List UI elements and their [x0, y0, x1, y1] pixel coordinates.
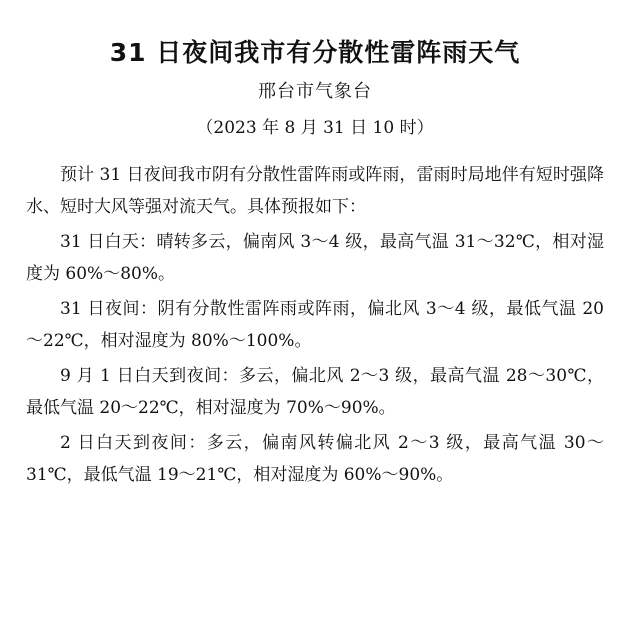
forecast-body [26, 159, 604, 494]
forecast-intro-paragraph: 预计 31 日夜间我市阴有分散性雷阵雨或阵雨，雷雨时局地伴有短时强降水、短时大风等强对流天气。具体预报如下： [26, 165, 604, 217]
issue-date: （2023 年 8 月 31 日 10 时） [196, 118, 434, 138]
forecast-2nd-paragraph: 2 日白天到夜间：多云，偏南风转偏北风 2～3 级，最高气温 30～31℃，最低气温 19～21℃，相对湿度为 60%～90%。 [26, 433, 604, 485]
document-title: 31 日夜间我市有分散性雷阵雨天气 [109, 38, 521, 67]
forecast-sep1-paragraph: 9 月 1 日白天到夜间：多云，偏北风 2～3 级，最高气温 28～30℃，最低气温 20～22℃，相对湿度为 70%～90%。 [26, 366, 604, 418]
forecast-31-night-paragraph: 31 日夜间：阴有分散性雷阵雨或阵雨，偏北风 3～4 级，最低气温 20～22℃，相对湿度为 80%～100%。 [26, 299, 604, 351]
forecast-31-day-paragraph: 31 日白天：晴转多云，偏南风 3～4 级，最高气温 31～32℃，相对湿度为 60%～80%。 [26, 232, 604, 284]
issuer-name: 邢台市气象台 [258, 81, 372, 102]
